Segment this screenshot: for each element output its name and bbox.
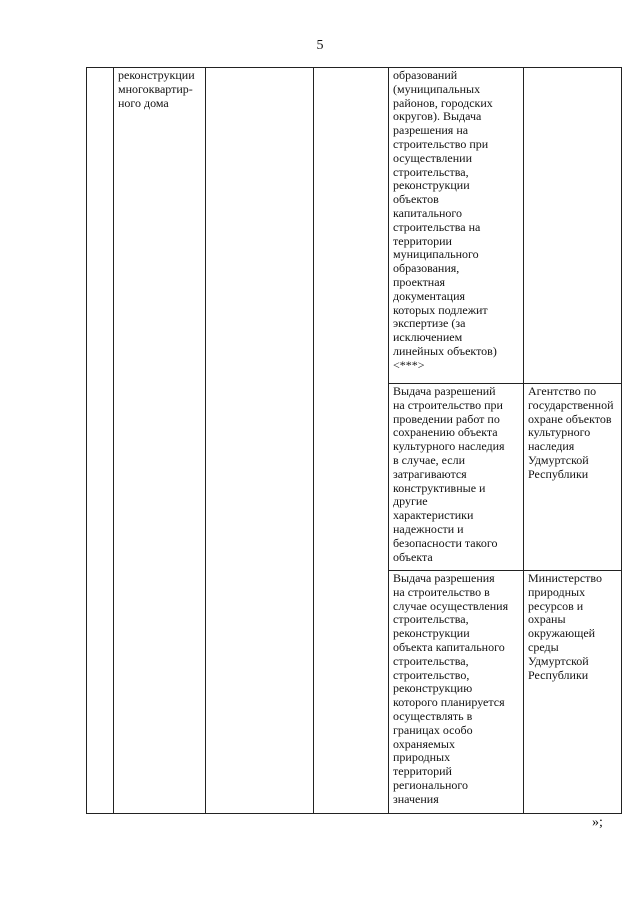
agency-name: Министерство природных ресурсов и охраны окружающей среды Удмуртской Республики	[528, 571, 602, 682]
service-description: Выдача разрешения на строительство в случае осуществления строительства, реконструкции объекта капитального строительства, строительство, реконструкцию которого планируется осуществлять в границах особо охраняемых природных территорий регионального значения	[393, 571, 509, 806]
table-cell-agency	[524, 68, 622, 384]
service-description: Выдача разрешений на строительство при проведении работ по сохранению объекта культурного наследия в случае, если затрагиваются конструктивные и другие характеристики надежности и безопасности такого объекта	[393, 384, 505, 564]
page-number: 5	[316, 38, 324, 53]
table-cell-service	[389, 571, 524, 814]
service-description: образований (муниципальных районов, городских округов). Выдача разрешения на строительство при осуществлении строительства, реконструкции объектов капитального строительства на территории муниципального образования, проектная документация которых подлежит экспертизе (за исключением линейных объектов) <***>	[393, 68, 497, 372]
table-cell-number	[87, 68, 114, 814]
table-cell-agency	[524, 384, 622, 571]
table-cell-object	[114, 68, 206, 814]
table-cell-empty	[314, 68, 389, 814]
table-cell-service	[389, 384, 524, 571]
table-row	[87, 68, 622, 384]
table-cell-empty	[206, 68, 314, 814]
agency-name: Агентство по государственной охране объектов культурного наследия Удмуртской Республики	[528, 384, 614, 481]
object-description: реконструкции многоквартир- ного дома	[118, 68, 195, 110]
closing-quote-mark: »;	[592, 815, 603, 830]
table-cell-agency	[524, 571, 622, 814]
table-cell-service	[389, 68, 524, 384]
services-table	[86, 67, 622, 814]
